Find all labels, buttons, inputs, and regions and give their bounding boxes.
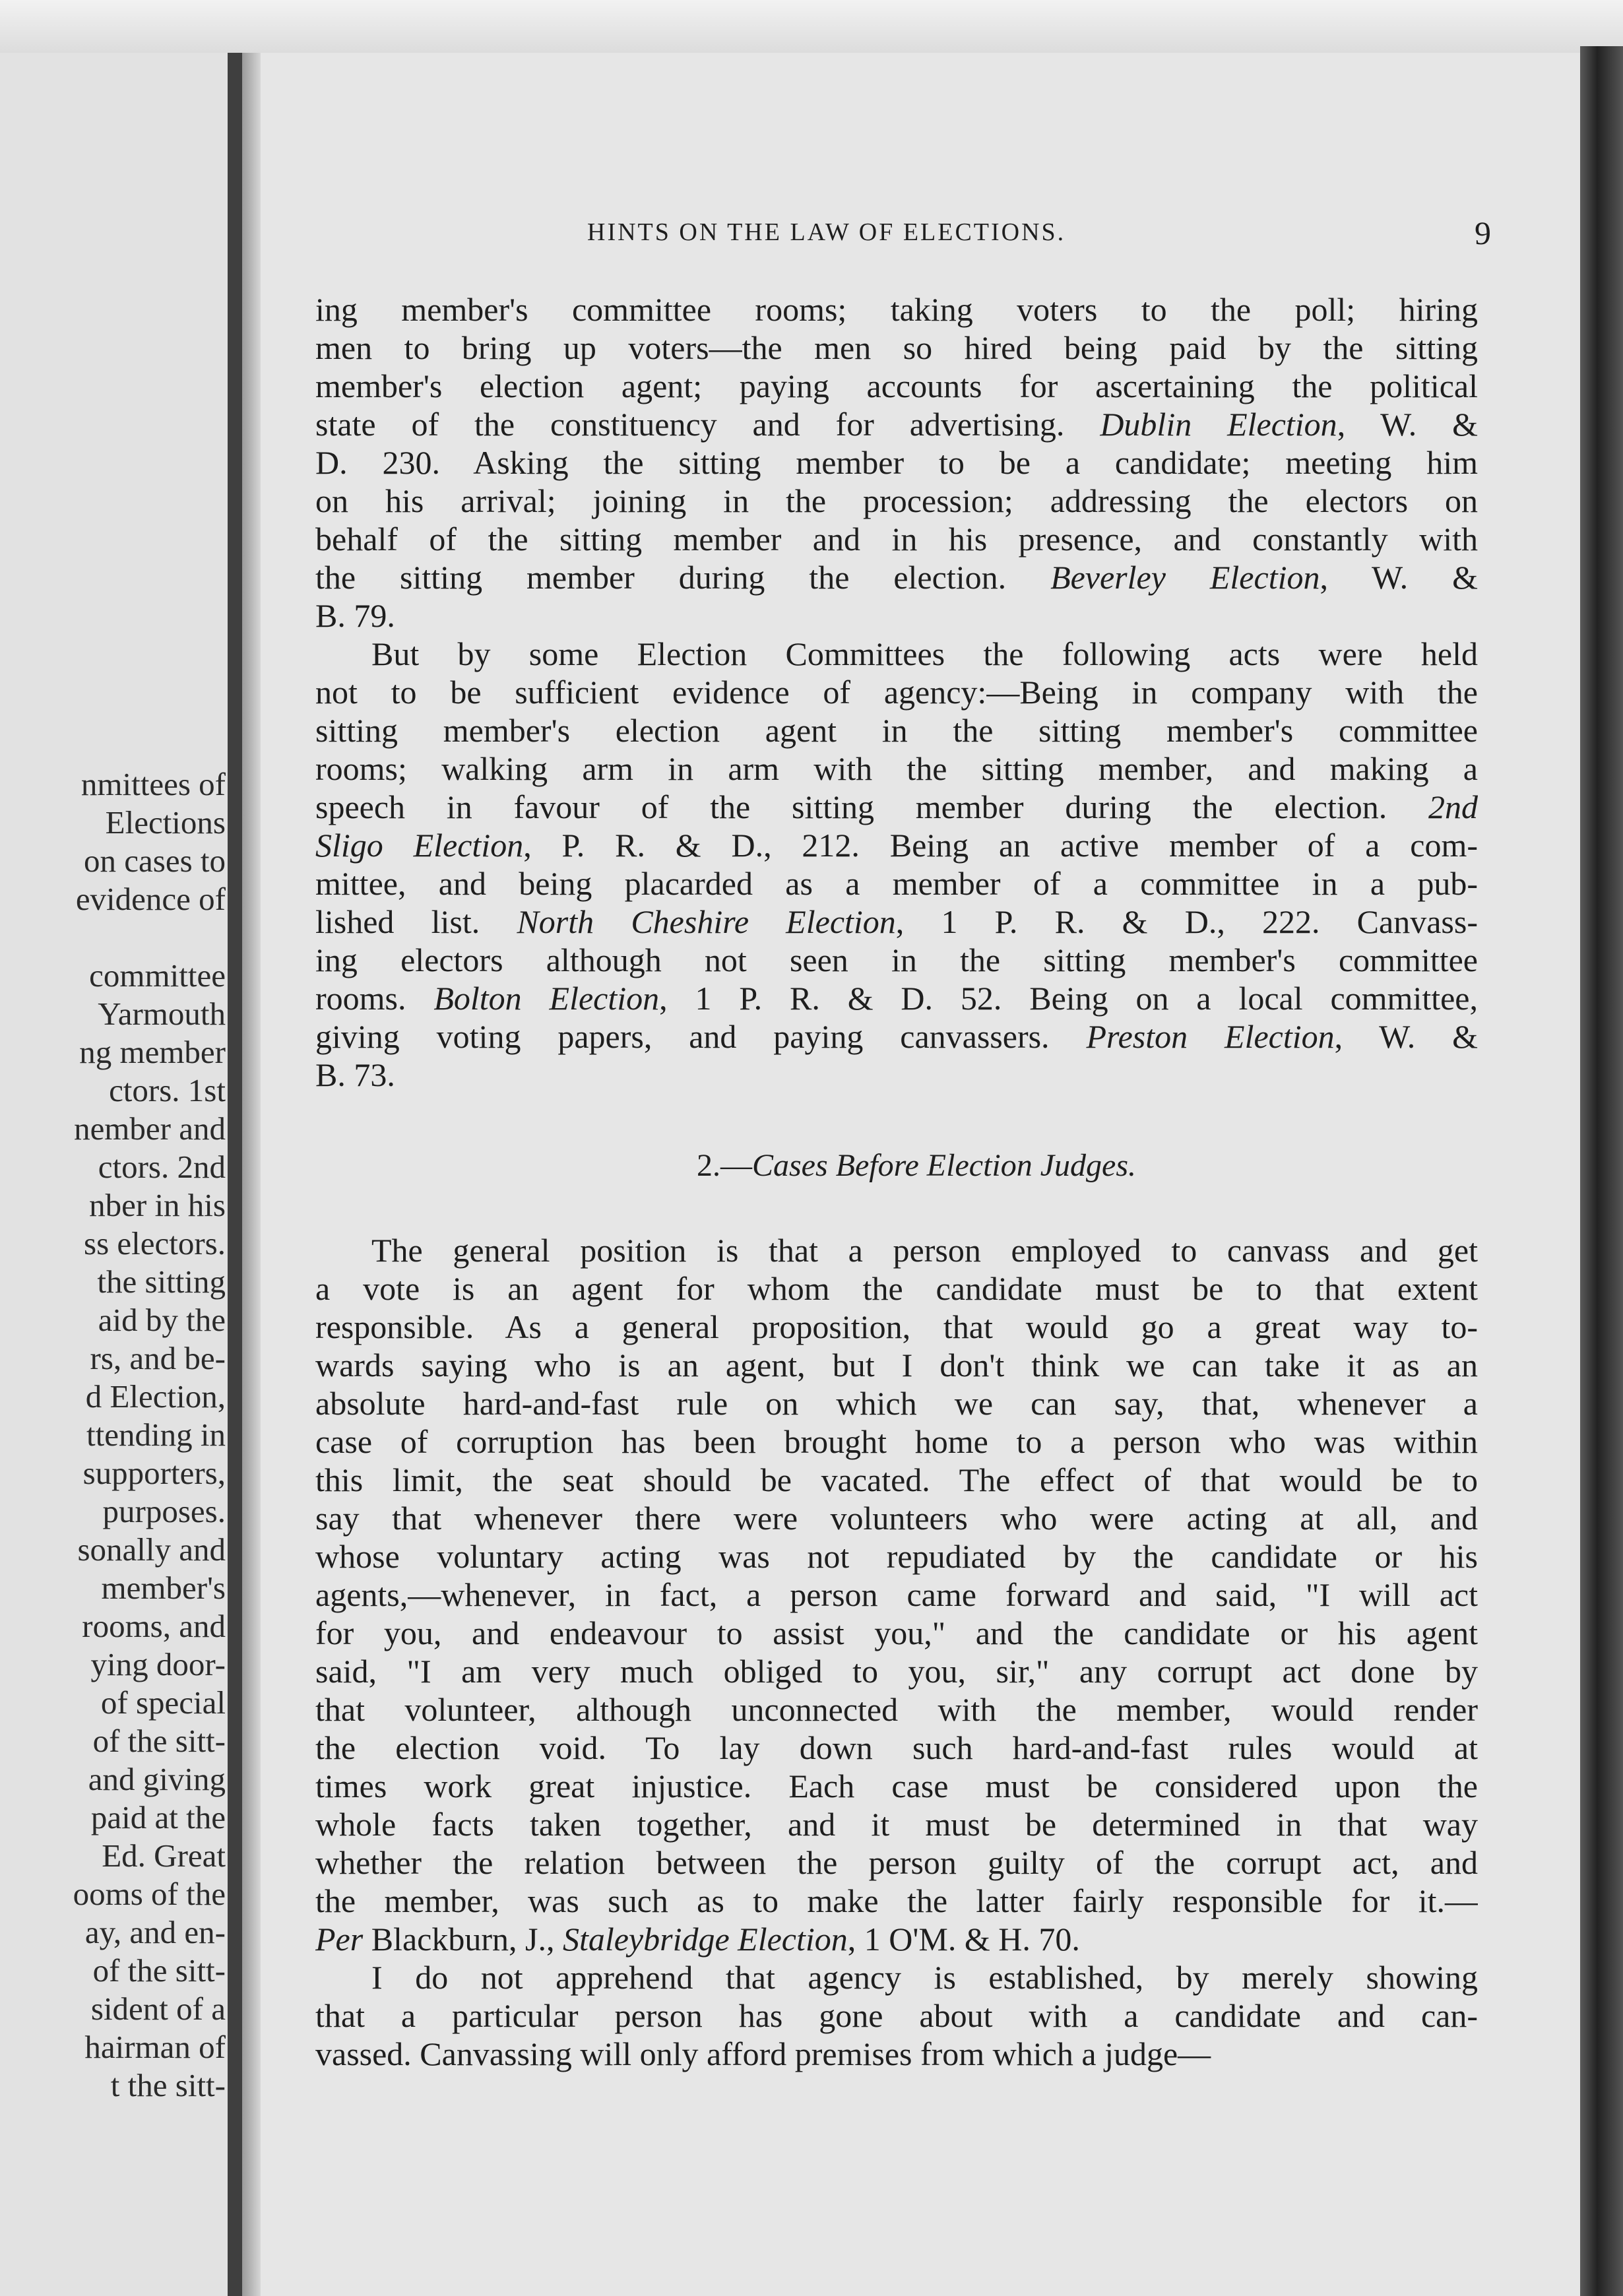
text-line: rooms; walking arm in arm with the sitting member, and making a: [315, 750, 1478, 787]
left-page-line: the sitting: [97, 1263, 226, 1300]
text-line: sitting member's election agent in the sitting member's committee: [315, 712, 1478, 749]
left-page-line: of the sitt-: [92, 1952, 226, 1989]
left-page-line: on cases to: [84, 843, 226, 879]
page-edge: [1580, 46, 1623, 2296]
text-line: case of corruption has been brought home to a person who was within: [315, 1423, 1478, 1460]
left-page-line: t the sitt-: [110, 2067, 226, 2103]
paragraph-2: [315, 635, 1478, 1094]
left-page-line: ay, and en-: [84, 1914, 226, 1950]
left-page-line: ctors. 1st: [109, 1072, 226, 1108]
text-line: a vote is an agent for whom the candidate must be to that extent: [315, 1270, 1478, 1307]
text-line: Sligo Election, P. R. & D., 212. Being an active member of a com-: [315, 827, 1478, 864]
left-page-line: evidence of: [75, 881, 226, 917]
left-page-line: nber in his: [89, 1187, 226, 1223]
left-page-line: ying door-: [90, 1646, 226, 1682]
left-page-line: Yarmouth: [98, 996, 226, 1032]
left-page-line: rs, and be-: [90, 1340, 226, 1376]
left-page-line: hairman of: [84, 2029, 226, 2065]
left-page-text-fragments: [1, 765, 226, 2105]
text-line: lished list. North Cheshire Election, 1 P. R. & D., 222. Canvass-: [315, 903, 1478, 940]
text-line: rooms. Bolton Election, 1 P. R. & D. 52. Being on a local committee,: [315, 980, 1478, 1017]
text-line: giving voting papers, and paying canvassers. Preston Election, W. &: [315, 1018, 1478, 1055]
left-page-line: of the sitt-: [92, 1723, 226, 1759]
left-page-line: member's: [101, 1570, 226, 1606]
text-line: The general position is that a person employed to canvass and get: [371, 1232, 1478, 1269]
left-page: [0, 53, 238, 2296]
text-line: wards saying who is an agent, but I don't think we can take it as an: [315, 1347, 1478, 1384]
left-page-line: ttending in: [86, 1417, 226, 1453]
text-line: I do not apprehend that agency is established, by merely showing: [371, 1959, 1478, 1996]
text-line: for you, and endeavour to assist you," and the candidate or his agent: [315, 1614, 1478, 1651]
text-line: times work great injustice. Each case must be considered upon the: [315, 1768, 1478, 1804]
left-page-line: nmittees of: [80, 766, 226, 802]
running-head: HINTS ON THE LAW OF ELECTIONS.: [587, 218, 1066, 246]
left-page-line: sident of a: [90, 1991, 226, 2027]
book-gutter: [228, 53, 242, 2296]
section-number: 2.—: [696, 1148, 752, 1183]
text-line: D. 230. Asking the sitting member to be a candidate; meeting him: [315, 444, 1478, 481]
text-line: But by some Election Committees the following acts were held: [371, 635, 1478, 672]
left-page-line: d Election,: [85, 1378, 226, 1415]
text-line: ing electors although not seen in the sitting member's committee: [315, 941, 1478, 978]
text-line: vassed. Canvassing will only afford premises from which a judge—: [315, 2035, 1211, 2072]
text-line: the member, was such as to make the latter fairly responsible for it.—: [315, 1882, 1478, 1919]
text-line: the election void. To lay down such hard-and-fast rules would at: [315, 1729, 1478, 1766]
text-line: mittee, and being placarded as a member of a committee in a pub-: [315, 865, 1478, 902]
text-line: that volunteer, although unconnected with the member, would render: [315, 1691, 1478, 1728]
text-line: speech in favour of the sitting member during the election. 2nd: [315, 788, 1478, 825]
text-line: member's election agent; paying accounts for ascertaining the political: [315, 367, 1478, 404]
text-line: B. 79.: [315, 597, 395, 634]
scan-top-margin: [0, 0, 1623, 53]
text-line: men to bring up voters—the men so hired being paid by the sitting: [315, 329, 1478, 366]
left-page-line: [1, 918, 226, 957]
text-line: whole facts taken together, and it must be determined in that way: [315, 1806, 1478, 1843]
left-page-line: Ed. Great: [102, 1837, 226, 1874]
left-page-line: sonally and: [77, 1531, 226, 1568]
text-line: Per Blackburn, J., Staleybridge Election, 1 O'M. & H. 70.: [315, 1921, 1080, 1958]
left-page-line: paid at the: [90, 1799, 226, 1835]
text-line: state of the constituency and for advertising. Dublin Election, W. &: [315, 406, 1478, 443]
paragraph-4: [315, 1958, 1478, 2073]
text-line: agents,—whenever, in fact, a person came forward and said, "I will act: [315, 1576, 1478, 1613]
text-line: say that whenever there were volunteers who were acting at all, and: [315, 1500, 1478, 1537]
page-body: [315, 290, 1478, 2073]
left-page-line: of special: [100, 1684, 226, 1721]
text-line: whether the relation between the person guilty of the corrupt act, and: [315, 1844, 1478, 1881]
left-page-line: nember and: [74, 1110, 226, 1147]
page-header: [317, 214, 1491, 257]
left-page-line: purposes.: [102, 1493, 226, 1529]
section-title: Cases Before Election Judges.: [751, 1148, 1137, 1183]
text-line: the sitting member during the election. Beverley Election, W. &: [315, 559, 1478, 596]
left-page-line: supporters,: [82, 1455, 226, 1491]
text-line: on his arrival; joining in the procession; addressing the electors on: [315, 482, 1478, 519]
text-line: not to be sufficient evidence of agency:—Being in company with the: [315, 674, 1478, 711]
left-page-line: and giving: [88, 1761, 226, 1797]
text-line: whose voluntary acting was not repudiated by the candidate or his: [315, 1538, 1478, 1575]
gutter-shadow: [242, 53, 261, 2296]
page-number: 9: [1475, 214, 1491, 251]
text-line: ing member's committee rooms; taking voters to the poll; hiring: [315, 291, 1478, 328]
text-line: behalf of the sitting member and in his presence, and constantly with: [315, 521, 1478, 558]
left-page-line: aid by the: [98, 1302, 226, 1338]
left-page-line: committee: [89, 957, 226, 994]
left-page-line: ctors. 2nd: [98, 1149, 226, 1185]
left-page-line: Elections: [105, 804, 226, 841]
text-line: that a particular person has gone about with a candidate and can-: [315, 1997, 1478, 2034]
text-line: absolute hard-and-fast rule on which we can say, that, whenever a: [315, 1385, 1478, 1422]
text-line: said, "I am very much obliged to you, sir," any corrupt act done by: [315, 1653, 1478, 1690]
paragraph-3: [315, 1231, 1478, 1958]
left-page-line: rooms, and: [82, 1608, 226, 1644]
left-page-line: ooms of the: [73, 1876, 226, 1912]
left-page-line: ng member: [79, 1034, 226, 1070]
text-line: this limit, the seat should be vacated. The effect of that would be to: [315, 1461, 1478, 1498]
text-line: B. 73.: [315, 1056, 395, 1093]
paragraph-1: [315, 290, 1478, 635]
left-page-line: ss electors.: [84, 1225, 226, 1261]
text-line: responsible. As a general proposition, that would go a great way to-: [315, 1308, 1478, 1345]
section-heading: [315, 1147, 1478, 1185]
